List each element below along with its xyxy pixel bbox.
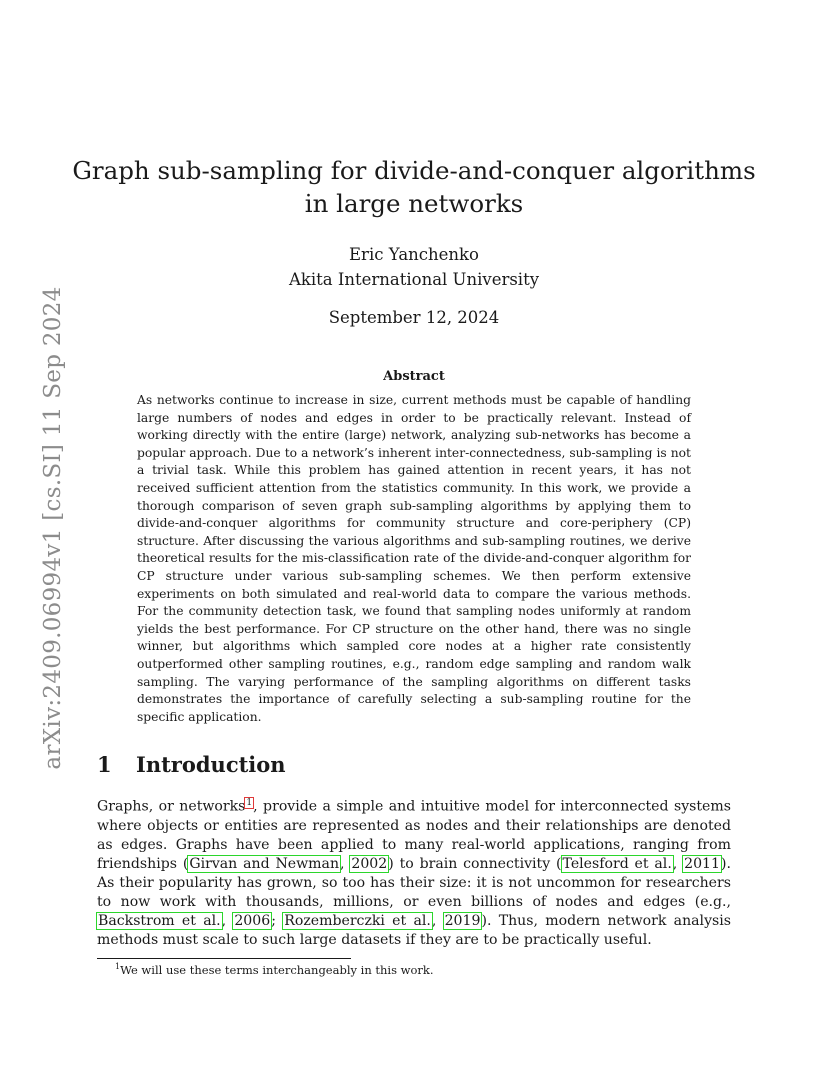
intro-text: , [221,913,234,930]
intro-text: ). As their popularity has grown, so too has their size: it is not uncommon for researchers to now work with thousands, millions, or even billions of nodes and edges (e.g., [97,855,731,911]
citation-link[interactable]: Girvan and Newman [189,855,340,872]
citation-link[interactable]: Telesford et al. [562,855,672,872]
citation-link[interactable]: 2019 [444,913,481,930]
intro-text: ) to brain connectivity ( [388,855,562,872]
footnote-divider [97,958,351,959]
author-affiliation: Akita International University [288,270,540,289]
footnote-text: We will use these terms interchangeably in this work. [120,962,434,977]
author-name: Eric Yanchenko [349,245,479,264]
intro-text: , [340,855,351,872]
intro-text: Graphs, or networks [97,798,246,815]
section-title: Introduction [136,752,286,777]
citation-link[interactable]: Backstrom et al. [98,913,221,930]
intro-text: ; [271,913,284,930]
introduction-paragraph [97,794,731,950]
citation-link[interactable]: 2006 [234,913,271,930]
intro-text: , [431,913,444,930]
abstract-heading: Abstract [383,369,445,384]
section-heading [97,752,286,777]
title-line-1: Graph sub-sampling for divide-and-conquer algorithms [72,156,756,185]
footnote-mark: 1 [115,962,121,971]
footnote [115,962,434,977]
intro-text: , [672,855,684,872]
abstract-body: As networks continue to increase in size, current methods must be capable of handling large numbers of nodes and edges in order to be practically relevant. Instead of working directly with the entire (large) network, analyzing sub-networks has become a popular approach. Due to a network’s inherent inter-connectedness, sub-sampling is not a trivial task. While this problem has gained attention in recent years, it has not received sufficient attention from the statistics community. In this work, we provide a thorough comparison of seven graph sub-sampling algorithms by applying them to divide-and-conquer algorithms for community structure and core-periphery (CP) structure. After discussing the various algorithms and sub-sampling routines, we derive theoretical results for the mis-classification rate of the divide-and-conquer algorithm for CP structure under various sub-sampling schemes. We then perform extensive experiments on both simulated and real-world data to compare the various methods. For the community detection task, we found that sampling nodes uniformly at random yields the best performance. For CP structure on the other hand, there was no single winner, but algorithms which sampled core nodes at a higher rate consistently outperformed other sampling routines, e.g., random edge sampling and random walk sampling. The varying performance of the sampling algorithms on different tasks demonstrates the importance of carefully selecting a sub-sampling routine for the specific application. [137,393,691,724]
citation-link[interactable]: Rozemberczki et al. [284,913,431,930]
section-number: 1 [97,752,112,777]
publication-date: September 12, 2024 [328,308,500,327]
title-line-2: in large networks [304,189,524,218]
citation-link[interactable]: 2011 [684,855,720,872]
intro-text: ). Thus, modern network analysis methods must scale to such large datasets if they are to be practically useful. [97,913,732,949]
intro-text: , provide a simple and intuitive model for interconnected systems where objects or entities are represented as nodes and their relationships are denoted as edges. Graphs have been applied to many real-world applications, ranging from friendships ( [97,798,731,872]
arxiv-identifier-stamp: arXiv:2409.06994v1 [cs.SI] 11 Sep 2024 [40,286,66,770]
citation-link[interactable]: 2002 [351,855,388,872]
footnote-link[interactable]: 1 [246,798,253,808]
paper-title [0,154,828,220]
